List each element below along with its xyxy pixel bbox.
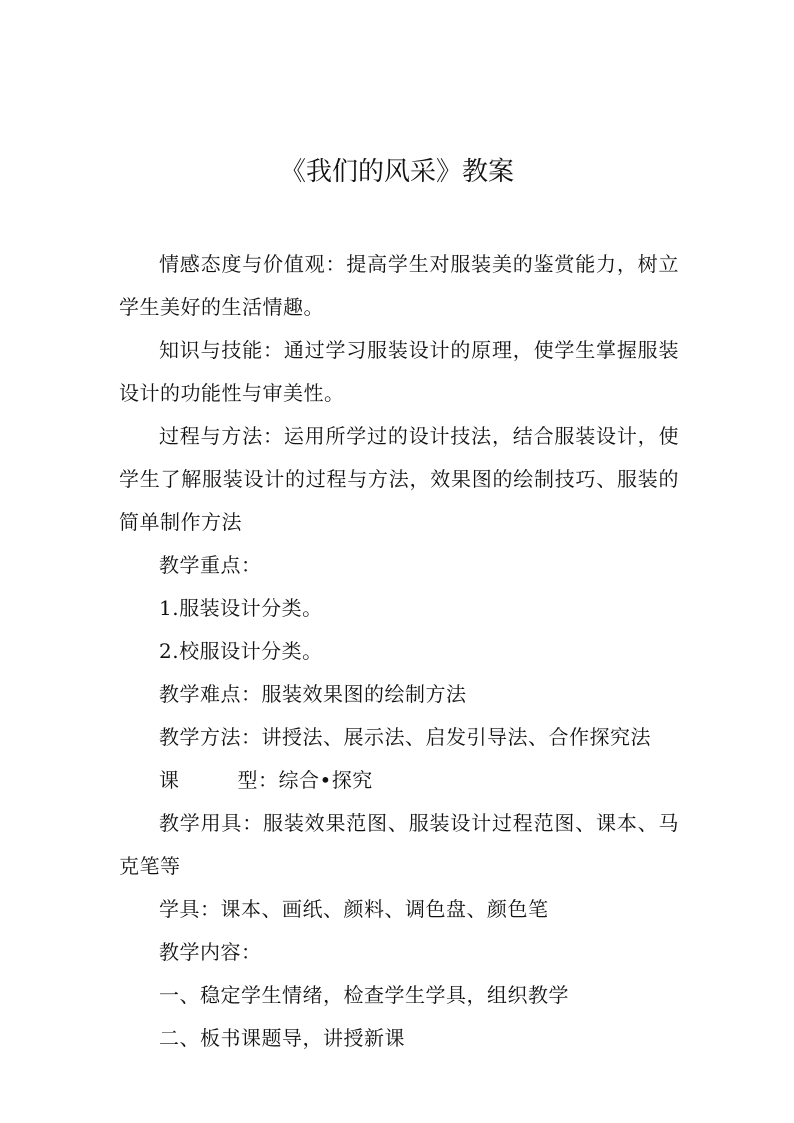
paragraph-step-1: 一、稳定学生情绪，检查学生学具，组织教学	[159, 983, 569, 1007]
paragraph-teaching-focus-heading: 教学重点：	[159, 553, 262, 577]
course-type-label-first: 课	[159, 768, 180, 792]
document-title: 《我们的风采》教案	[279, 157, 514, 187]
document-body	[119, 243, 679, 1060]
course-type-value: 综合•探究	[278, 768, 373, 792]
paragraph-focus-item-1: 1.服装设计分类。	[159, 596, 323, 620]
paragraph-teaching-methods: 教学方法：讲授法、展示法、启发引导法、合作探究法	[159, 725, 651, 749]
paragraph-teaching-content-heading: 教学内容：	[159, 940, 262, 964]
paragraph-course-type	[119, 759, 679, 802]
paragraph-teaching-tools: 教学用具：服装效果范图、服装设计过程范图、课本、马克笔等	[119, 811, 679, 878]
paragraph-student-tools: 学具：课本、画纸、颜料、调色盘、颜色笔	[159, 897, 549, 921]
paragraph-teaching-difficulty: 教学难点：服装效果图的绘制方法	[159, 682, 467, 706]
course-type-label-second: 型：	[237, 768, 279, 792]
paragraph-emotion-attitude-values: 情感态度与价值观：提高学生对服装美的鉴赏能力，树立学生美好的生活情趣。	[119, 252, 679, 319]
paragraph-process-methods: 过程与方法：运用所学过的设计技法，结合服装设计，使学生了解服装设计的过程与方法，效果图的绘制技巧、服装的简单制作方法	[119, 424, 679, 534]
paragraph-knowledge-skills: 知识与技能：通过学习服装设计的原理，使学生掌握服装设计的功能性与审美性。	[119, 338, 679, 405]
paragraph-step-2: 二、板书课题导，讲授新课	[159, 1026, 405, 1050]
paragraph-focus-item-2: 2.校服设计分类。	[159, 639, 323, 663]
